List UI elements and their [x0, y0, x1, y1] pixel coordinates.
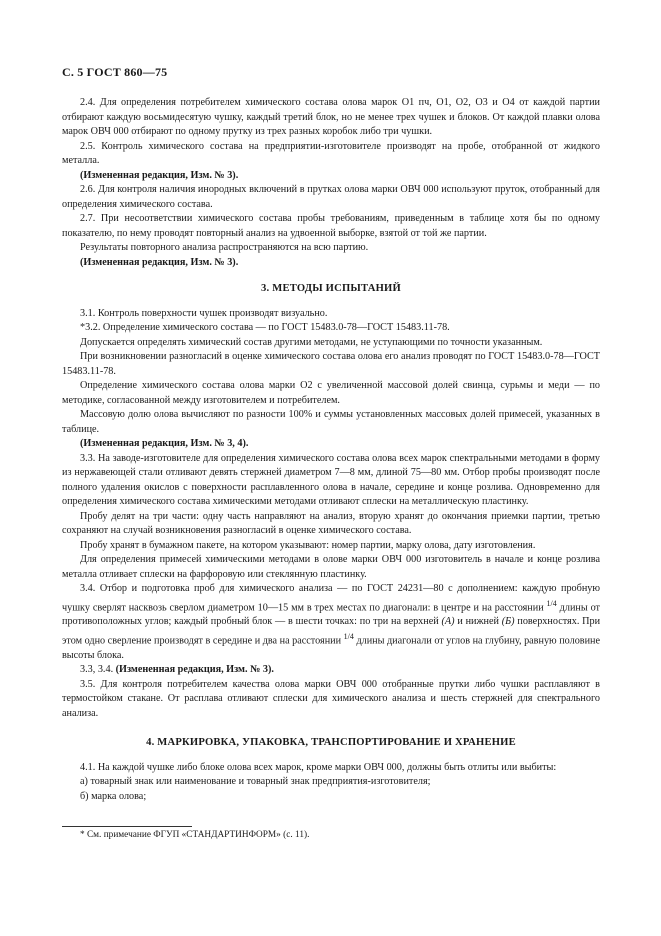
paragraph-3-3-sample-split: Пробу делят на три части: одну часть направляют на анализ, вторую хранят до окончания приемки партии, третью сохраняют на случай возникновения разногласий в оценке химического состава. — [62, 510, 600, 536]
paragraph-3-5: 3.5. Для контроля потребителем качества олова марки ОВЧ 000 отобранные прутки либо чушки расплавляют в термостойком стакане. От расплава отливают сплески для химического анализа и шесть стержней для спектрального анализа. — [62, 678, 600, 719]
amendment-note: (Измененная редакция, Изм. № 3). — [80, 256, 239, 268]
list-item-a: а) товарный знак или наименование и товарный знак предприятия-изготовителя; — [80, 776, 431, 788]
section-title-3: 3. МЕТОДЫ ИСПЫТАНИЙ — [261, 283, 401, 294]
paragraph-3-2-disputes: При возникновении разногласий в оценке химического состава олова его анализ проводят по ГОСТ 15483.0-78—ГОСТ 15483.11-78. — [62, 351, 600, 377]
paragraph-3-4: 3.4. Отбор и подготовка проб для химического анализа — по ГОСТ 24231—80 с дополнением: каждую пробную чушку сверлят насквозь сверлом диаметром 10—15 мм в трех местах по диагонали: в центре и на расстоянии $^{1/4}$ длины от противоположных углов; каждый пробный блок — в шести точках: по три на верхней (А) и нижней (Б) поверхностях. При этом одно сверление производят в середине и два на расстоянии $^{1/4}$ длины диагонали от углов на глубину, равную половине высоты блока. — [62, 583, 601, 661]
face-label-a: (А) — [441, 616, 455, 628]
paragraph-3-2: *3.2. Определение химического состава — по ГОСТ 15483.0-78—ГОСТ 15483.11-78. — [80, 322, 450, 333]
section-title-4: 4. МАРКИРОВКА, УПАКОВКА, ТРАНСПОРТИРОВАНИЕ И ХРАНЕНИЕ — [146, 737, 516, 749]
amendment-note: (Измененная редакция, Изм. № 3, 4). — [80, 438, 249, 449]
amendment-note: (Измененная редакция, Изм. № 3). — [80, 169, 239, 181]
paragraph-3-1: 3.1. Контроль поверхности чушек производят визуально. — [80, 307, 328, 319]
list-item-b: б) марка олова; — [80, 790, 147, 802]
page-header: С. 5 ГОСТ 860—75 — [62, 65, 168, 79]
paragraph-3-3-ovch: Для определения примесей химическими методами в олове марки ОВЧ 000 изготовитель в начале и конце розлива металла отливает сплески на фарфоровую или стеклянную пластинку. — [62, 554, 600, 580]
paragraph-3-3-3-4-amendment: 3.3, 3.4. (Измененная редакция, Изм. № 3). — [80, 664, 274, 676]
paragraph-2-4: 2.4. Для определения потребителем химического состава олова марок О1 пч, О1, О2, О3 и О4 от каждой партии отбирают каждую восьмидесятую чушку, каждый третий блок, но не менее трех чушек и блоков. От каждой плавки олова марок ОВЧ 000 отбирают по одному прутку из трех разных коробок либо три чушки. — [62, 97, 600, 137]
paragraph-3-3-storage: Пробу хранят в бумажном пакете, на котором указывают: номер партии, марку олова, дату изготовления. — [80, 539, 536, 551]
footnote-divider — [62, 826, 192, 827]
face-label-b: (Б) — [501, 616, 515, 628]
footnote: * См. примечание ФГУП «СТАНДАРТИНФОРМ» (с. 11). — [80, 830, 310, 840]
paragraph-3-2-mass-fraction: Массовую долю олова вычисляют по разности 100% и суммы установленных массовых долей примесей, указанных в таблице. — [62, 409, 600, 435]
fraction-quarter: 1/4 — [546, 598, 557, 608]
paragraph-2-6: 2.6. Для контроля наличия инородных включений в прутках олова марки ОВЧ 000 используют пруток, отобранный для определения химического состава. — [62, 184, 600, 210]
paragraph-3-2-o2: Определение химического состава олова марки О2 с увеличенной массовой долей свинца, сурьмы и меди — по методике, согласованной между изготовителем и потребителем. — [62, 380, 600, 406]
paragraph-2-7: 2.7. При несоответствии химического состава пробы требованиям, приведенным в таблице хотя бы по одному показателю, по нему проводят повторный анализ на удвоенной выборке, взятой от той же партии. — [62, 213, 600, 239]
paragraph-3-2-alt-methods: Допускается определять химический состав другими методами, не уступающими по точности указанным. — [80, 336, 543, 348]
paragraph-repeat-results: Результаты повторного анализа распространяются на всю партию. — [80, 242, 369, 253]
paragraph-2-5: 2.5. Контроль химического состава на предприятии-изготовителе производят на пробе, отобранной от жидкого металла. — [62, 140, 600, 166]
fraction-quarter: 1/4 — [343, 631, 354, 641]
paragraph-4-1: 4.1. На каждой чушке либо блоке олова всех марок, кроме марки ОВЧ 000, должны быть отлиты или выбиты: — [80, 761, 557, 773]
main-text — [62, 96, 600, 804]
paragraph-3-3: 3.3. На заводе-изготовителе для определения химического состава олова всех марок спектральными методами в форму из нержавеющей стали отливают девять стержней диаметром 7—8 мм, длиной 75—80 мм. Отбор пробы производят после полного удаления окислов с поверхности расплавленного олова в начале, середине и конце розлива. Одновременно для определения химического состава химическими методами отливают сплески на металлическую пластинку. — [62, 452, 600, 507]
